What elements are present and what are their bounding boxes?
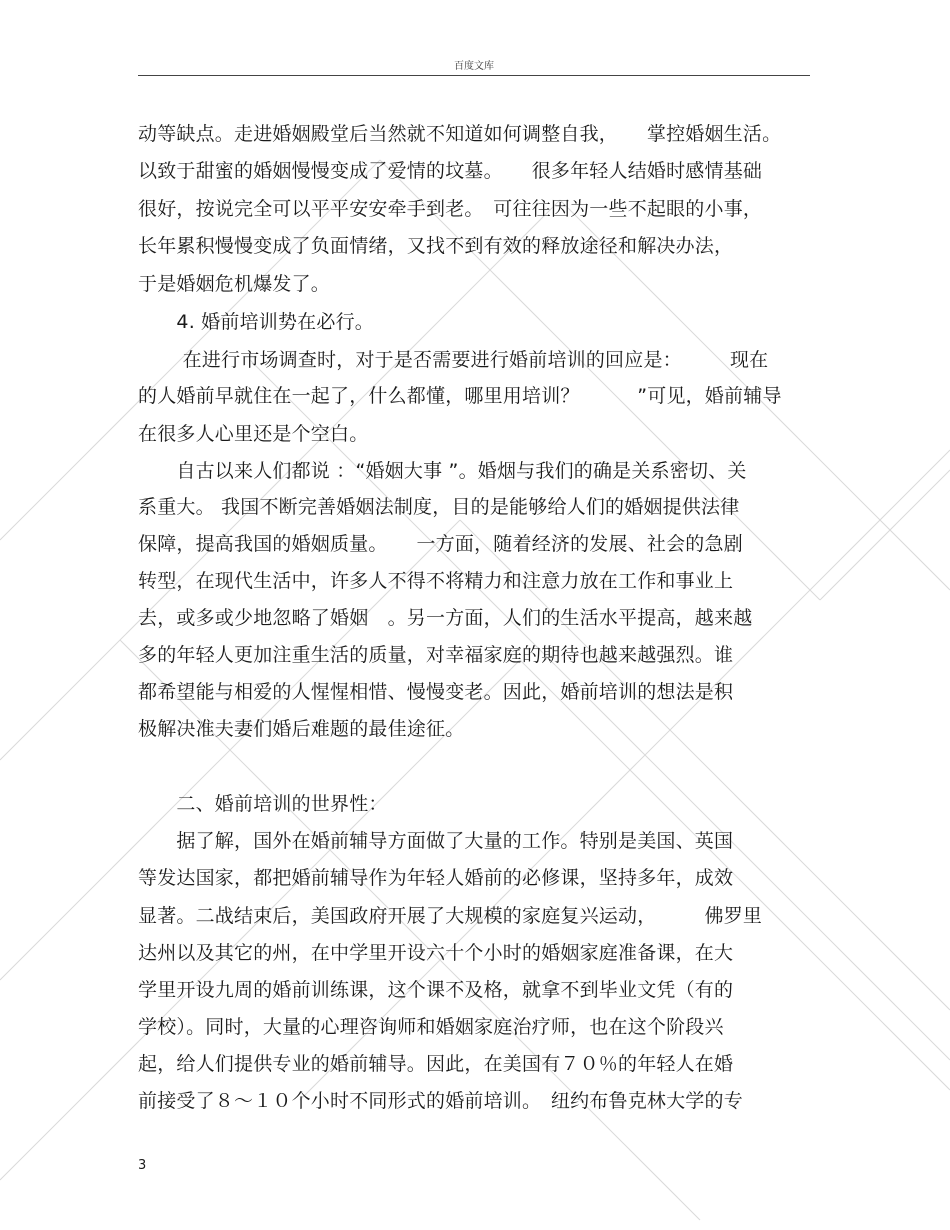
text-line: 多的年轻人更加注重生活的质量，对幸福家庭的期待也越来越强烈。谁 <box>138 644 734 666</box>
page-header-title: 百度文库 <box>454 61 494 72</box>
text-line: 极解决准夫妻们婚后难题的最佳途征。 <box>138 718 465 740</box>
text-line: 前接受了８～１０个小时不同形式的婚前培训。 纽约布鲁克林大学的专 <box>138 1090 743 1112</box>
text-line: 以致于甜蜜的婚姻慢慢变成了爱情的坟墓。 很多年轻人结婚时感情基础 <box>138 160 763 182</box>
text-line: 在进行市场调查时，对于是否需要进行婚前培训的回应是： 现在 <box>138 349 769 371</box>
page-number: 3 <box>138 1158 147 1173</box>
text-line: 于是婚姻危机爆发了。 <box>138 273 331 295</box>
text-line: 据了解，国外在婚前辅导方面做了大量的工作。特别是美国、英国 <box>138 830 734 852</box>
text-line: 去，或多或少地忽略了婚姻 。另一方面，人们的生活水平提高，越来越 <box>138 607 753 629</box>
header-rule <box>138 75 810 76</box>
text-line: 起，给人们提供专业的婚前辅导。因此，在美国有７０％的年轻人在婚 <box>138 1053 734 1075</box>
text-line: 达州以及其它的州，在中学里开设六十个小时的婚姻家庭准备课，在大 <box>138 942 734 964</box>
text-line: 保障，提高我国的婚姻质量。 一方面，随着经济的发展、社会的急剧 <box>138 533 743 555</box>
text-line: 系重大。 我国不断完善婚姻法制度，目的是能够给人们的婚姻提供法律 <box>138 496 740 518</box>
text-line: 显著。二战结束后，美国政府开展了大规模的家庭复兴运动， 佛罗里 <box>138 905 763 927</box>
text-line: 在很多人心里还是个空白。 <box>138 423 369 445</box>
text-line: 转型，在现代生活中，许多人不得不将精力和注意力放在工作和事业上 <box>138 570 734 592</box>
text-line: 学里开设九周的婚前训练课，这个课不及格，就拿不到毕业文凭（有的 <box>138 979 734 1001</box>
text-line: 4. 婚前培训势在必行。 <box>138 311 374 333</box>
section-heading: 二、婚前培训的世界性： <box>138 793 388 815</box>
text-line: 都希望能与相爱的人惺惺相惜、慢慢变老。因此，婚前培训的想法是积 <box>138 681 734 703</box>
text-line: 动等缺点。走进婚姻殿堂后当然就不知道如何调整自我， 掌控婚姻生活。 <box>138 123 782 145</box>
text-line: 长年累积慢慢变成了负面情绪，又找不到有效的释放途径和解决办法， <box>138 235 734 257</box>
text-line: 自古以来人们都说 ：“婚姻大事 ”。婚烟与我们的确是关系密切、关 <box>138 460 747 482</box>
text-line: 等发达国家，都把婚前辅导作为年轻人婚前的必修课，坚持多年，成效 <box>138 867 734 889</box>
text-line: 的人婚前早就住在一起了，什么都懂，哪里用培训？ ”可见，婚前辅导 <box>138 385 782 407</box>
text-line: 学校）。同时，大量的心理咨询师和婚姻家庭治疗师，也在这个阶段兴 <box>138 1016 724 1038</box>
text-line: 很好，按说完全可以平平安安牵手到老。 可往往因为一些不起眼的小事， <box>138 198 763 220</box>
